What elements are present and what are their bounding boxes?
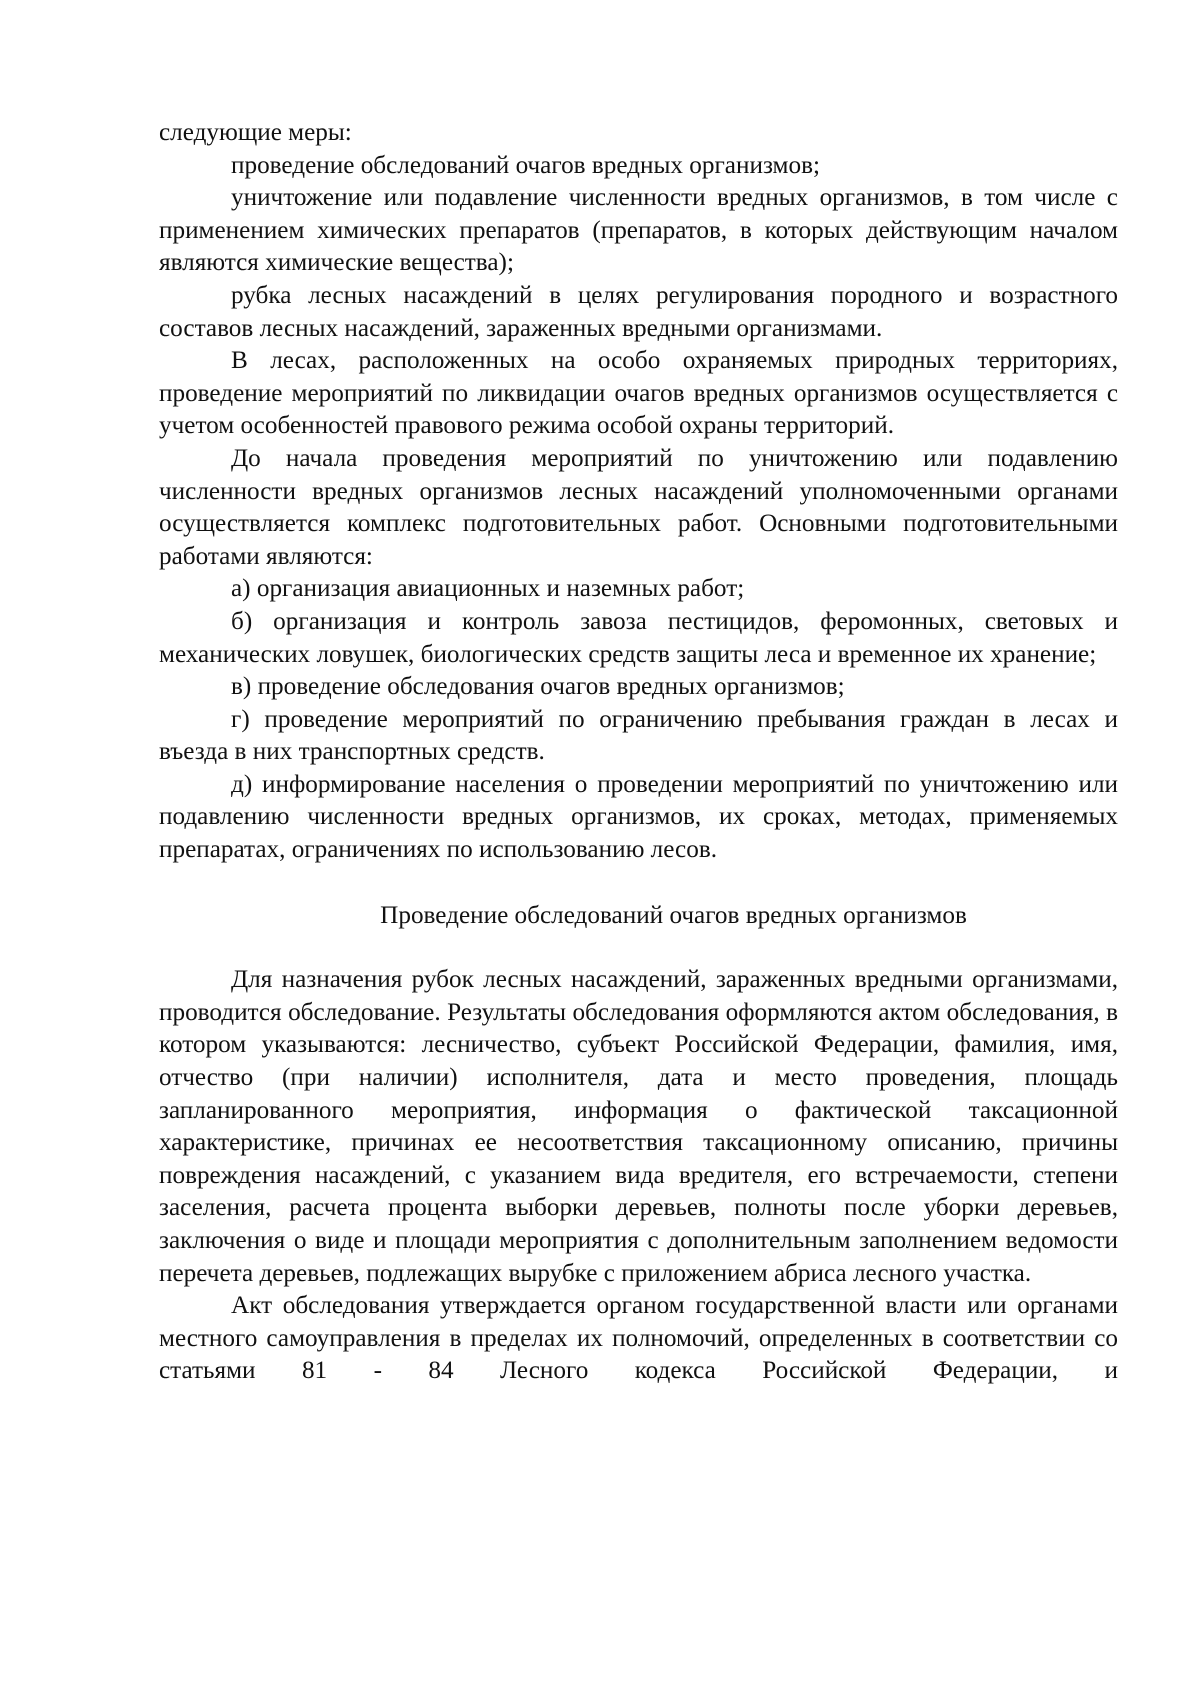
section-heading: Проведение обследований очагов вредных организмов bbox=[380, 901, 967, 929]
paragraph-continuation: следующие меры: bbox=[159, 119, 352, 146]
paragraph-survey: Для назначения рубок лесных насаждений, зараженных вредными организмами, проводится обследование. Результаты обследования оформляются актом обследования, в котором указываются: лесничество, субъект Российской Федерации, фамилия, имя, отчество (при наличии) исполнителя, дата и место проведения, площадь запланированного мероприятия, информация о фактической таксационной характеристике, причинах ее несоответствия таксационному описанию, причины повреждения насаждений, с указанием вида вредителя, его встречаемости, степени заселения, расчета процента выборки деревьев, полноты после уборки деревьев, заключения о виде и площади мероприятия с дополнительным заполнением ведомости перечета деревьев, подлежащих вырубке с приложением абриса лесного участка. bbox=[159, 966, 1118, 1287]
paragraph-measure-3: рубка лесных насаждений в целях регулирования породного и возрастного составов лесных насаждений, зараженных вредными организмами. bbox=[159, 281, 1118, 342]
document-body bbox=[159, 117, 1118, 1388]
list-item-v: в) проведение обследования очагов вредных организмов; bbox=[231, 673, 845, 701]
list-item-d: д) информирование населения о проведении мероприятий по уничтожению или подавлению численности вредных организмов, их сроках, методах, применяемых препаратах, ограничениях по использованию лесов. bbox=[159, 770, 1118, 864]
paragraph-measure-1: проведение обследований очагов вредных организмов; bbox=[231, 151, 820, 179]
list-item-g: г) проведение мероприятий по ограничению пребывания граждан в лесах и въезда в них транспортных средств. bbox=[159, 705, 1118, 766]
list-item-a: а) организация авиационных и наземных работ; bbox=[231, 575, 745, 603]
paragraph-protected-areas: В лесах, расположенных на особо охраняемых природных территориях, проведение мероприятий по ликвидации очагов вредных организмов осуществляется с учетом особенностей правового режима особой охраны территорий. bbox=[159, 347, 1118, 440]
paragraph-measure-2: уничтожение или подавление численности вредных организмов, в том числе с применением химических препаратов (препаратов, в которых действующим началом являются химические вещества); bbox=[159, 184, 1118, 277]
paragraph-act-approval: Акт обследования утверждается органом государственной власти или органами местного самоуправления в пределах их полномочий, определенных в соответствии со статьями 81 - 84 Лесного кодекса Российской Федерации, и bbox=[159, 1292, 1118, 1385]
list-item-b: б) организация и контроль завоза пестицидов, феромонных, световых и механических ловушек, биологических средств защиты леса и временное их хранение; bbox=[159, 607, 1118, 668]
paragraph-preparatory-works: До начала проведения мероприятий по уничтожению или подавлению численности вредных организмов лесных насаждений уполномоченными органами осуществляется комплекс подготовительных работ. Основными подготовительными работами являются: bbox=[159, 444, 1118, 570]
